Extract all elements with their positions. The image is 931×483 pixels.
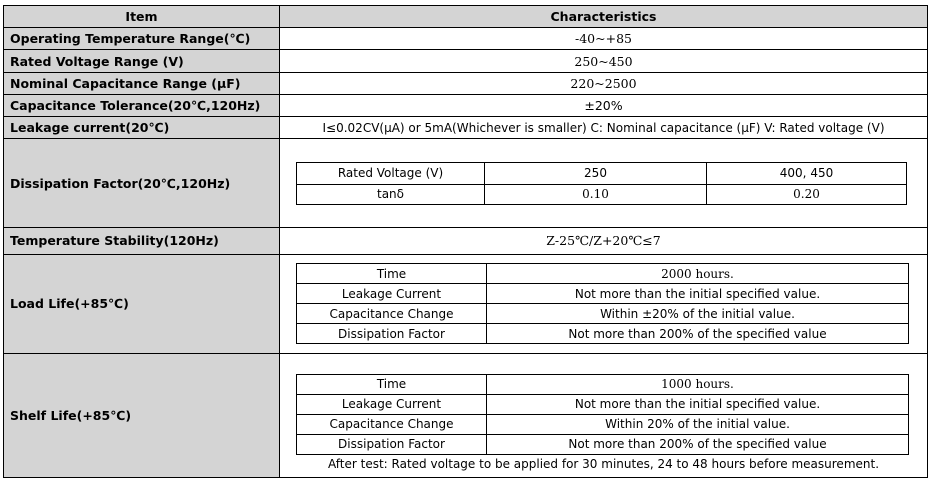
load-life-row — [297, 304, 909, 324]
tan-delta-400-450: 0.20 — [707, 184, 907, 204]
header-row — [4, 6, 928, 28]
dissipation-factor-table — [296, 162, 907, 205]
capacitance-tolerance-label: Capacitance Tolerance(20℃,120Hz) — [4, 94, 280, 116]
load-life-leakage-value: Not more than the initial specified value. — [487, 284, 909, 304]
rated-voltage-header: Rated Voltage (V) — [297, 162, 485, 184]
leakage-current-value: I≤0.02CV(μA) or 5mA(Whichever is smaller) C: Nominal capacitance (μF) V: Rated voltage (V) — [280, 117, 928, 139]
row-operating-temperature — [4, 28, 928, 50]
tan-delta-label: tanδ — [297, 184, 485, 204]
load-life-row — [297, 324, 909, 344]
load-life-table — [296, 263, 909, 344]
temperature-stability-value: Z-25℃/Z+20℃≤7 — [280, 228, 928, 254]
shelf-life-table — [296, 374, 909, 455]
rated-voltage-label: Rated Voltage Range (V) — [4, 50, 280, 72]
load-life-leakage-label: Leakage Current — [297, 284, 487, 304]
row-leakage-current — [4, 117, 928, 139]
leakage-current-label: Leakage current(20℃) — [4, 117, 280, 139]
capacitance-range-label: Nominal Capacitance Range (μF) — [4, 72, 280, 94]
shelf-life-dissipation-value: Not more than 200% of the specified value — [487, 434, 909, 454]
shelf-life-test-note: After test: Rated voltage to be applied for 30 minutes, 24 to 48 hours before measurement. — [327, 456, 880, 471]
row-capacitance-range — [4, 72, 928, 94]
operating-temperature-value: -40~+85 — [280, 28, 928, 50]
shelf-life-dissipation-label: Dissipation Factor — [297, 434, 487, 454]
load-life-capacitance-label: Capacitance Change — [297, 304, 487, 324]
load-life-time-label: Time — [297, 264, 487, 284]
voltage-250: 250 — [485, 162, 707, 184]
load-life-row — [297, 284, 909, 304]
tan-delta-250: 0.10 — [485, 184, 707, 204]
shelf-life-row — [297, 434, 909, 454]
shelf-life-row — [297, 414, 909, 434]
load-life-dissipation-value: Not more than 200% of the specified value — [487, 324, 909, 344]
row-dissipation-factor — [4, 139, 928, 228]
temperature-stability-label: Temperature Stability(120Hz) — [4, 228, 280, 254]
shelf-life-row — [297, 394, 909, 414]
shelf-life-capacitance-label: Capacitance Change — [297, 414, 487, 434]
load-life-label: Load Life(+85℃) — [4, 254, 280, 353]
dissipation-factor-label: Dissipation Factor(20℃,120Hz) — [4, 139, 280, 228]
dissipation-voltage-row — [297, 162, 907, 184]
row-shelf-life — [4, 353, 928, 477]
load-life-row — [297, 264, 909, 284]
shelf-life-time-label: Time — [297, 374, 487, 394]
shelf-life-leakage-value: Not more than the initial specified value. — [487, 394, 909, 414]
shelf-life-label: Shelf Life(+85℃) — [4, 353, 280, 477]
shelf-life-cell — [280, 353, 928, 477]
specifications-table — [3, 5, 928, 478]
shelf-life-capacitance-value: Within 20% of the initial value. — [487, 414, 909, 434]
row-load-life — [4, 254, 928, 353]
shelf-life-time-value: 1000 hours. — [487, 374, 909, 394]
row-rated-voltage — [4, 50, 928, 72]
shelf-life-leakage-label: Leakage Current — [297, 394, 487, 414]
item-header: Item — [4, 6, 280, 28]
voltage-400-450: 400, 450 — [707, 162, 907, 184]
rated-voltage-value: 250~450 — [280, 50, 928, 72]
load-life-capacitance-value: Within ±20% of the initial value. — [487, 304, 909, 324]
row-temperature-stability — [4, 228, 928, 254]
capacitance-range-value: 220~2500 — [280, 72, 928, 94]
characteristics-header: Characteristics — [280, 6, 928, 28]
load-life-cell — [280, 254, 928, 353]
load-life-time-value: 2000 hours. — [487, 264, 909, 284]
dissipation-factor-cell — [280, 139, 928, 228]
capacitance-tolerance-value: ±20% — [280, 94, 928, 116]
dissipation-tan-row — [297, 184, 907, 204]
load-life-dissipation-label: Dissipation Factor — [297, 324, 487, 344]
shelf-life-row — [297, 374, 909, 394]
operating-temperature-label: Operating Temperature Range(℃) — [4, 28, 280, 50]
row-capacitance-tolerance — [4, 94, 928, 116]
